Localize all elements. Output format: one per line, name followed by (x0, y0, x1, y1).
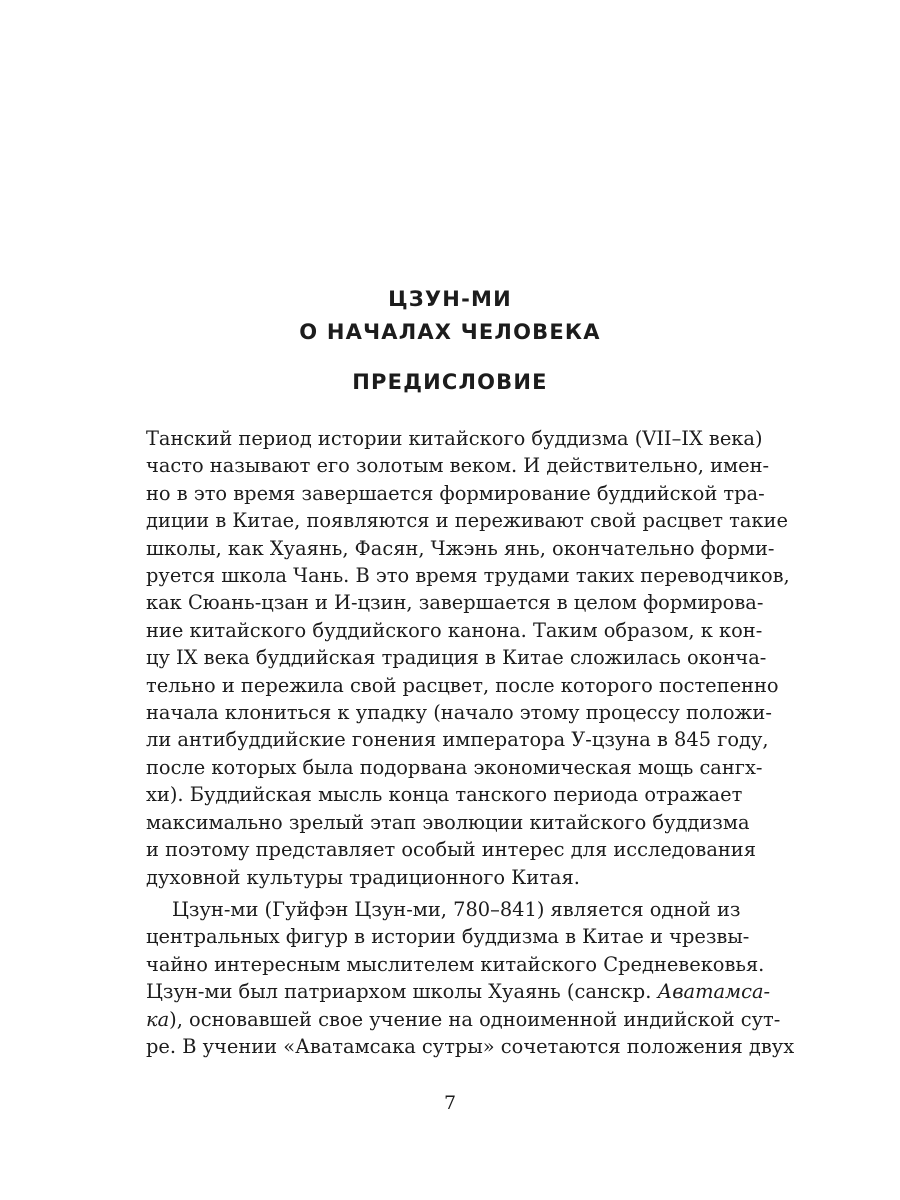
text-line: и поэтому представляет особый интерес для исследования (146, 838, 756, 862)
text-line: как Сюань-цзан и И-цзин, завершается в целом формирова- (146, 591, 764, 615)
text-fragment: Цзун-ми был патриархом школы Хуаянь (санскр. (146, 980, 658, 1004)
text-line: руется школа Чань. В это время трудами таких переводчиков, (146, 564, 790, 588)
text-line: духовной культуры традиционного Китая. (146, 865, 580, 889)
body-text (146, 425, 795, 1060)
text-line: ре. В учении «Аватамсака сутры» сочетаются положения двух (146, 1034, 795, 1058)
italic-term: Аватамса- (657, 980, 771, 1004)
section-heading: ПРЕДИСЛОВИЕ (352, 370, 548, 394)
text-line: максимально зрелый этап эволюции китайского буддизма (146, 810, 750, 834)
title-work: О НАЧАЛАХ ЧЕЛОВЕКА (299, 320, 601, 344)
text-line: после которых была подорвана экономическая мощь сангх- (146, 755, 763, 779)
text-line: тельно и пережила свой расцвет, после которого постепенно (146, 673, 779, 697)
text-line: диции в Китае, появляются и переживают свой расцвет такие (146, 509, 788, 533)
text-line: начала клониться к упадку (начало этому процессу положи- (146, 701, 772, 725)
title-author: ЦЗУН-МИ (388, 287, 512, 311)
chapter-title (0, 283, 900, 349)
text-line (146, 978, 771, 1005)
text-line: школы, как Хуаянь, Фасян, Чжэнь янь, окончательно форми- (146, 536, 775, 560)
text-line: ние китайского буддийского канона. Таким образом, к кон- (146, 618, 763, 642)
text-line: чайно интересным мыслителем китайского Средневековья. (146, 952, 765, 976)
text-line: центральных фигур в истории буддизма в Китае и чрезвы- (146, 925, 750, 949)
text-fragment: ), основавшей свое учение на одноименной индийской сут- (169, 1007, 781, 1031)
text-line: хи). Буддийская мысль конца танского периода отражает (146, 783, 743, 807)
text-line: Цзун-ми (Гуйфэн Цзун-ми, 780–841) является одной из (172, 897, 741, 921)
text-line: ли антибуддийские гонения императора У-цзуна в 845 году, (146, 728, 769, 752)
text-line (146, 1006, 781, 1033)
italic-term: ка (146, 1007, 170, 1031)
page-number: 7 (443, 1092, 457, 1114)
text-line: но в это время завершается формирование буддийской тра- (146, 481, 765, 505)
text-line: Танский период истории китайского буддизма (VII–IX века) (146, 427, 763, 450)
text-line: цу IX века буддийская традиция в Китае сложилась оконча- (146, 646, 767, 670)
text-line: часто называют его золотым веком. И действительно, имен- (146, 454, 770, 478)
